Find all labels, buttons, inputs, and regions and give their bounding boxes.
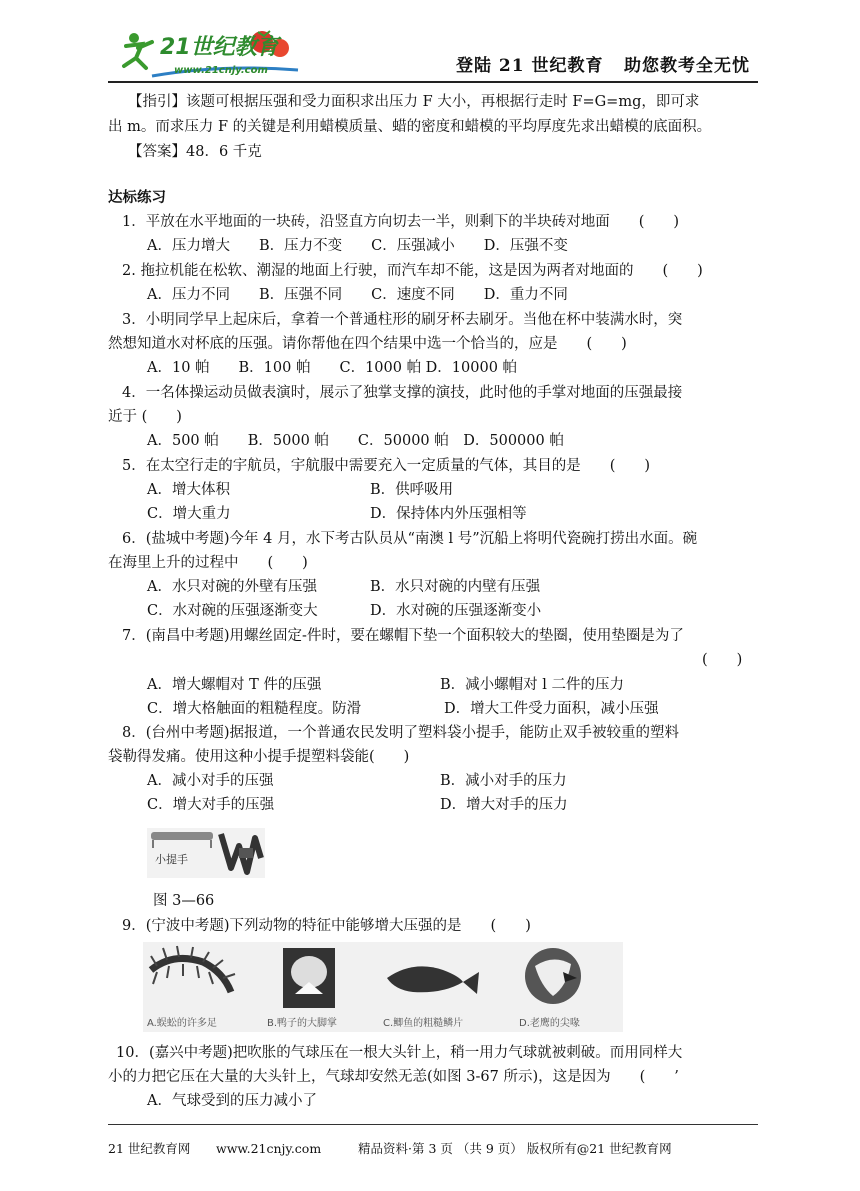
q8-stem-2: 袋勒得发痛。使用这种小提手提塑料袋能( ) <box>108 749 410 765</box>
header-slogan-right: 助您教考全无忧 <box>624 56 750 76</box>
intro-line-2: 出 m。而求压力 F 的关键是利用蜡模质量、蜡的密度和蜡模的平均厚度先求出蜡模的底面积。 <box>108 119 712 135</box>
q8-option-d: D．增大对手的压力 <box>440 797 568 813</box>
q2-stem: 2. 拖拉机能在松软、潮湿的地面上行驶，而汽车却不能，这是因为两者对地面的 ( ) <box>122 263 703 279</box>
q9-stem: 9．(宁波中考题)下列动物的特征中能够增大压强的是 ( ) <box>122 918 531 934</box>
q4-options: A．500 帕 B．5000 帕 C．50000 帕 D．500000 帕 <box>147 433 564 449</box>
footer-site: 21 世纪教育网 <box>108 1141 191 1156</box>
q5-option-d: D．保持体内外压强相等 <box>370 506 527 522</box>
q7-option-c: C．增大格触面的粗糙程度。防滑 <box>147 701 362 717</box>
q5-stem: 5．在太空行走的宇航员，宇航服中需要充入一定质量的气体，其目的是 ( ) <box>122 458 651 474</box>
q6-stem-1: 6．(盐城中考题)今年 4 月，水下考古队员从“南澳 l 号”沉船上将明代瓷碗打捞出水面。碗 <box>122 531 698 547</box>
intro-line-1: 【指引】该题可根据压强和受力面积求出压力 F 大小，再根据行走时 F=G=mg，即可求 <box>128 94 700 110</box>
q4-stem-2: 近于 ( ) <box>108 409 182 425</box>
q6-option-c: C．水对碗的压强逐渐变大 <box>147 603 318 619</box>
footer-url[interactable]: www.21cnjy.com <box>216 1141 322 1156</box>
logo-text: 21世纪教育 <box>160 35 279 60</box>
header-slogan-left: 登陆 21 世纪教育 <box>456 56 604 76</box>
figure-3-66-caption: 图 3—66 <box>153 893 215 909</box>
q9-caption-a: A.蜈蚣的许多足 <box>147 1018 217 1029</box>
q4-stem-1: 4．一名体操运动员做表演时，展示了独掌支撑的演技，此时他的手掌对地面的压强最接 <box>122 385 683 401</box>
q5-option-b: B．供呼吸用 <box>370 482 454 498</box>
q8-option-b: B．减小对手的压力 <box>440 773 567 789</box>
q3-stem-2: 然想知道水对杯底的压强。请你帮他在四个结果中选一个恰当的，应是 ( ) <box>108 336 627 352</box>
section-title: 达标练习 <box>108 189 166 206</box>
q6-option-b: B．水只对碗的内壁有压强 <box>370 579 541 595</box>
q2-options: A．压力不同 B．压强不同 C．速度不同 D．重力不同 <box>147 287 568 303</box>
q7-option-a: A．增大螺帽对 T 件的压强 <box>147 677 322 693</box>
q6-option-d: D．水对碗的压强逐渐变小 <box>370 603 542 619</box>
q5-option-c: C．增大重力 <box>147 506 231 522</box>
q7-option-d: D．增大工件受力面积，减小压强 <box>444 701 659 717</box>
q1-stem: 1．平放在水平地面的一块砖，沿竖直方向切去一半，则剩下的半块砖对地面 ( ) <box>122 214 680 230</box>
q7-stem-1: 7．(南昌中考题)用螺丝固定-件时，要在螺帽下垫一个面积较大的垫圈，使用垫圈是为了 <box>122 628 684 644</box>
q8-option-c: C．增大对手的压强 <box>147 797 275 813</box>
q3-options: A．10 帕 B．100 帕 C．1000 帕 D．10000 帕 <box>147 360 518 376</box>
q7-stem-2: ( ) <box>702 652 743 668</box>
q9-caption-d: D.老鹰的尖喙 <box>519 1018 580 1029</box>
header-divider <box>108 81 758 83</box>
q6-option-a: A．水只对碗的外壁有压强 <box>147 579 317 595</box>
q9-caption-b: B.鸭子的大脚掌 <box>267 1018 338 1029</box>
q9-caption-c: C.鲫鱼的粗糙鳞片 <box>383 1018 464 1029</box>
figure-animals <box>143 942 623 1032</box>
q5-option-a: A．增大体积 <box>147 482 230 498</box>
q7-option-b: B．减小螺帽对 l 二件的压力 <box>440 677 625 693</box>
logo-url: www.21cnjy.com <box>174 65 268 76</box>
q3-stem-1: 3．小明同学早上起床后，拿着一个普通柱形的刷牙杯去刷牙。当他在杯中装满水时，突 <box>122 312 683 328</box>
site-logo[interactable] <box>112 28 312 80</box>
q6-stem-2: 在海里上升的过程中 ( ) <box>108 555 308 571</box>
q8-option-a: A．减小对手的压强 <box>147 773 274 789</box>
q10-stem-1: 10．(嘉兴中考题)把吹胀的气球压在一根大头针上，稍一用力气球就被刺破。而用同样大 <box>116 1045 683 1061</box>
figure-3-66-label: 小提手 <box>155 853 188 866</box>
figure-3-66 <box>147 828 265 878</box>
q8-stem-1: 8．(台州中考题)据报道，一个普通农民发明了塑料袋小提手，能防止双手被较重的塑料 <box>122 725 680 741</box>
q10-option-a: A．气球受到的压力减小了 <box>147 1093 317 1109</box>
footer-divider <box>108 1124 758 1125</box>
q10-stem-2: 小的力把它压在大量的大头针上，气球却安然无恙(如图 3-67 所示)，这是因为 ( ’ <box>108 1069 679 1085</box>
footer-page-info: 精品资料·第 3 页 （共 9 页） 版权所有@21 世纪教育网 <box>358 1141 672 1156</box>
intro-answer: 【答案】48．6 千克 <box>128 144 262 160</box>
q1-options: A．压力增大 B．压力不变 C．压强减小 D．压强不变 <box>147 238 568 254</box>
